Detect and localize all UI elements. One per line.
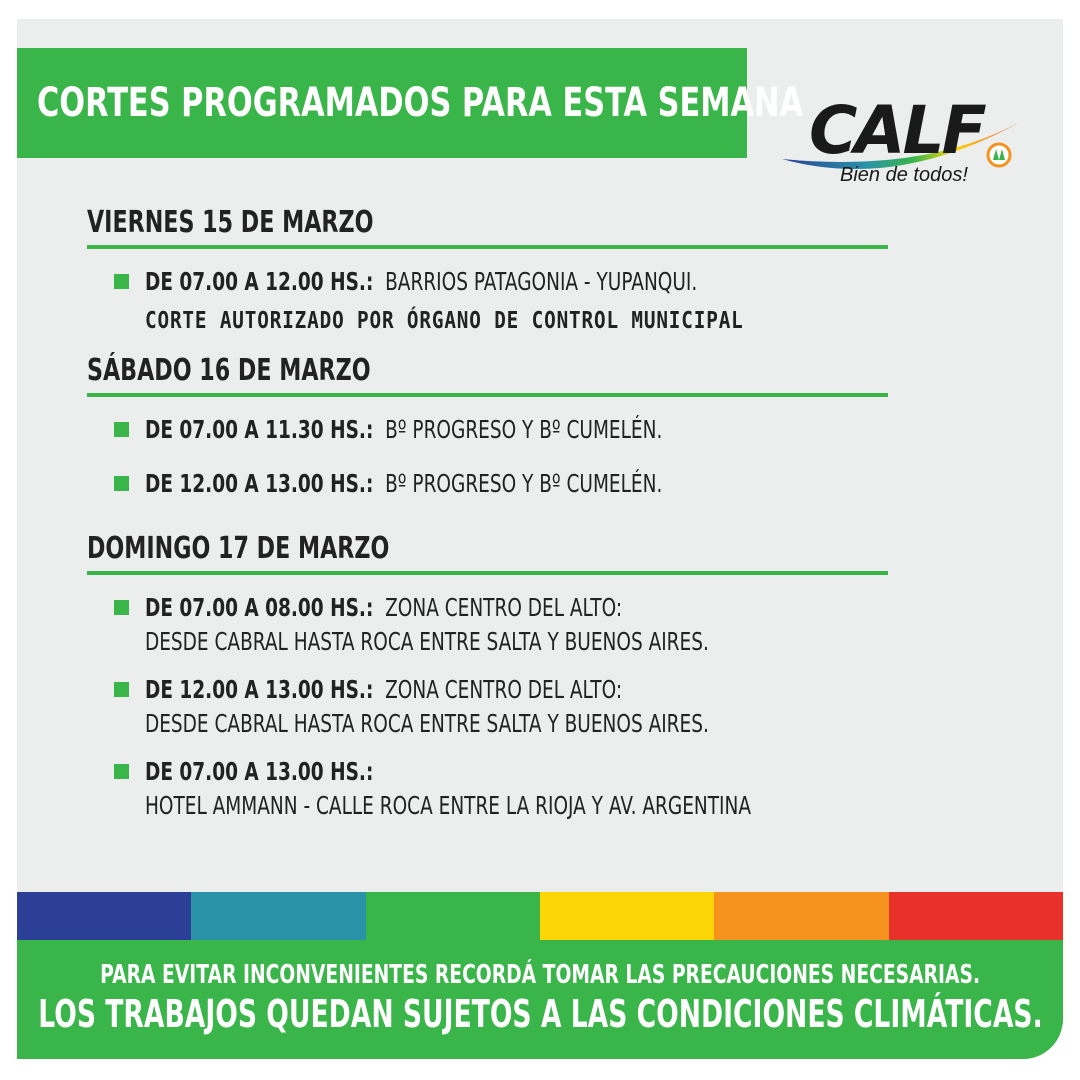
day-title: DOMINGO 17 DE MARZO [87,531,390,566]
color-stripes [17,892,1063,940]
list-item [87,467,907,501]
stripe-green [366,892,540,940]
list-item [87,591,907,659]
entry-time: DE 07.00 A 12.00 HS.: [145,267,374,296]
day-divider [87,245,888,249]
logo-tagline: Bien de todos! [840,164,968,186]
entry-line [145,755,709,789]
entry-time: DE 12.00 A 13.00 HS.: [145,675,374,704]
authorization-note: CORTE AUTORIZADO POR ÓRGANO DE CONTROL MUNICIPAL [145,308,744,334]
day-section [87,529,907,823]
day-section [87,203,907,341]
logo-text: CALF [809,92,984,169]
stripe-blue [17,892,191,940]
entry-detail: HOTEL AMMANN - CALLE ROCA ENTRE LA RIOJA Y AV. ARGENTINA [145,791,752,820]
entry-time: DE 12.00 A 13.00 HS.: [145,469,374,498]
bullet-square-icon [114,422,129,437]
entry-time: DE 07.00 A 11.30 HS.: [145,415,374,444]
entry-line [145,265,709,299]
stripe-yellow [540,892,714,940]
entry-text: Bº PROGRESO Y Bº CUMELÉN. [385,469,663,498]
bullet-square-icon [114,764,129,779]
list-item [87,413,907,447]
entry-time: DE 07.00 A 13.00 HS.: [145,757,374,786]
list-item [87,265,907,341]
entry-text: ZONA CENTRO DEL ALTO: [385,593,623,622]
entry-line [145,467,709,501]
day-section [87,351,907,501]
entry-detail: DESDE CABRAL HASTA ROCA ENTRE SALTA Y BUENOS AIRES. [145,709,709,738]
day-divider [87,393,888,397]
day-divider [87,571,888,575]
entry-detail: DESDE CABRAL HASTA ROCA ENTRE SALTA Y BUENOS AIRES. [145,627,709,656]
bullet-square-icon [114,274,129,289]
entry-line [145,413,709,447]
footer-banner [17,940,1063,1059]
schedule-list [87,203,907,823]
entry-text: BARRIOS PATAGONIA - YUPANQUI. [385,267,698,296]
stripe-orange [714,892,888,940]
entry-text: Bº PROGRESO Y Bº CUMELÉN. [385,415,663,444]
footer-weather-notice: LOS TRABAJOS QUEDAN SUJETOS A LAS CONDICIONES CLIMÁTICAS. [37,992,1043,1036]
bullet-square-icon [114,600,129,615]
entry-line [145,673,709,707]
announcement-card [17,19,1063,1059]
stripe-red [889,892,1063,940]
stripe-teal [191,892,365,940]
list-item [87,673,907,741]
entry-time: DE 07.00 A 08.00 HS.: [145,593,374,622]
page-title: CORTES PROGRAMADOS PARA ESTA SEMANA [37,80,804,126]
day-title: VIERNES 15 DE MARZO [87,205,374,240]
footer-notice: PARA EVITAR INCONVENIENTES RECORDÁ TOMAR LAS PRECAUCIONES NECESARIAS. [100,960,981,990]
list-item [87,755,907,823]
bullet-square-icon [114,476,129,491]
header-banner [17,48,804,158]
entry-line [145,591,709,625]
bullet-square-icon [114,682,129,697]
day-title: SÁBADO 16 DE MARZO [87,353,371,388]
entry-text: ZONA CENTRO DEL ALTO: [385,675,623,704]
